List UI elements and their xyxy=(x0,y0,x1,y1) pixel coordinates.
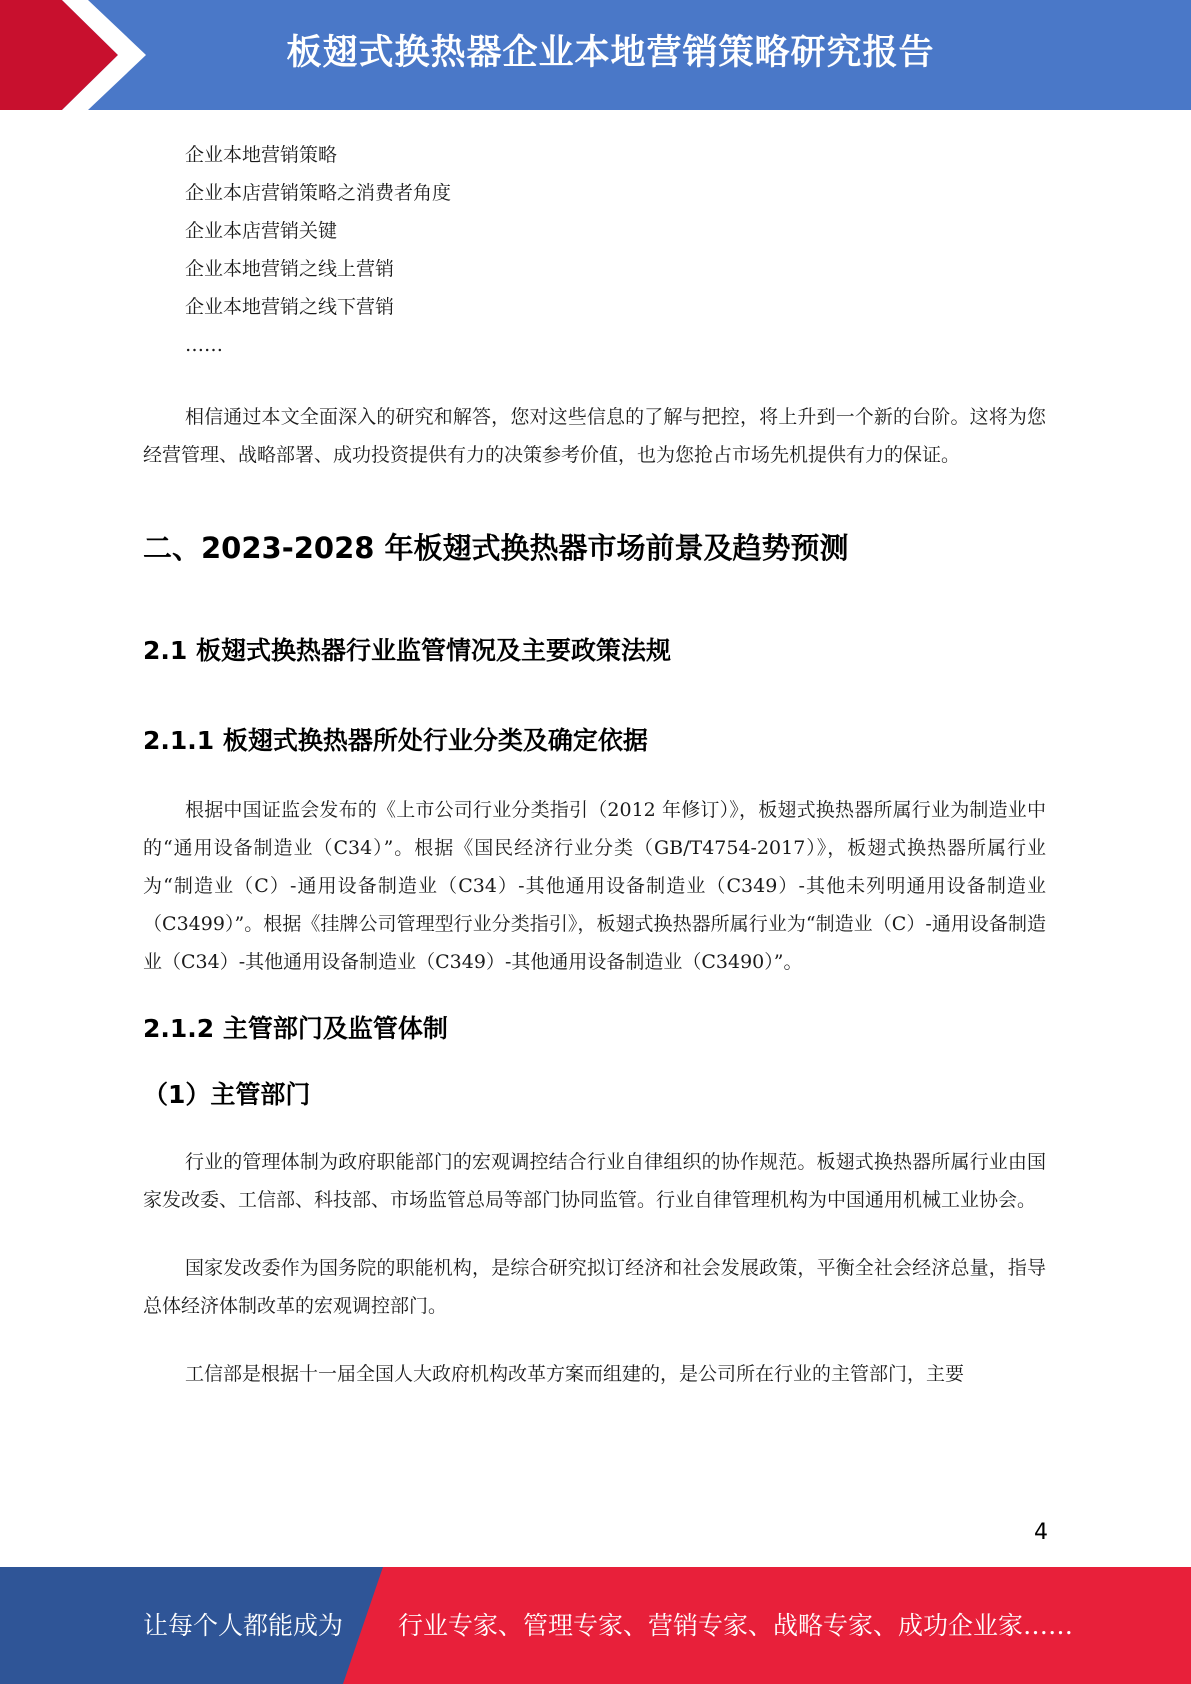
report-title: 板翅式换热器企业本地营销策略研究报告 xyxy=(286,33,935,73)
subsection-heading: 2.1 板翅式换热器行业监管情况及主要政策法规 xyxy=(143,636,671,665)
footer-banner xyxy=(0,1567,1191,1684)
item-heading: （1）主管部门 xyxy=(143,1080,311,1109)
footer-slogan-left: 让每个人都能成为 xyxy=(143,1611,344,1640)
body-paragraph: 工信部是根据十一届全国人大政府机构改革方案而组建的，是公司所在行业的主管部门，主要 xyxy=(185,1363,965,1385)
toc-item: 企业本地营销之线下营销 xyxy=(185,296,395,318)
header-banner xyxy=(0,0,1191,110)
toc-item: 企业本地营销之线上营销 xyxy=(185,258,395,280)
toc-item: 企业本店营销策略之消费者角度 xyxy=(185,182,452,204)
body-paragraph: 国家发改委作为国务院的职能机构，是综合研究拟订经济和社会发展政策，平衡全社会经济总量，指导总体经济体制改革的宏观调控部门。 xyxy=(143,1257,1046,1317)
classification-paragraph: 根据中国证监会发布的《上市公司行业分类指引（2012 年修订）》，板翅式换热器所属行业为制造业中的“通用设备制造业（C34）”。根据《国民经济行业分类（GB/T4754-2017）》，板翅式换热器所属行业为“制造业（C）-通用设备制造业（C34）-其他通用设备制造业（C349）-其他未列明通用设备制造业（C3499）”。根据《挂牌公司管理型行业分类指引》，板翅式换热器所属行业为“制造业（C）-通用设备制造业（C34）-其他通用设备制造业（C349）-其他通用设备制造业（C3490）”。 xyxy=(143,799,1046,973)
body-paragraph: 行业的管理体制为政府职能部门的宏观调控结合行业自律组织的协作规范。板翅式换热器所属行业由国家发改委、工信部、科技部、市场监管总局等部门协同监管。行业自律管理机构为中国通用机械工业协会。 xyxy=(143,1151,1046,1211)
page-number: 4 xyxy=(1034,1520,1048,1545)
toc-ellipsis: …… xyxy=(185,334,223,356)
subsubsection-heading-1: 2.1.1 板翅式换热器所处行业分类及确定依据 xyxy=(143,726,648,755)
red-arrow-logo xyxy=(0,0,160,110)
toc-list xyxy=(143,136,1046,364)
intro-paragraph: 相信通过本文全面深入的研究和解答，您对这些信息的了解与把控，将上升到一个新的台阶。这将为您经营管理、战略部署、成功投资提供有力的决策参考价值，也为您抢占市场先机提供有力的保证。 xyxy=(143,406,1046,466)
toc-item: 企业本地营销策略 xyxy=(185,144,338,166)
subsubsection-heading-2: 2.1.2 主管部门及监管体制 xyxy=(143,1014,448,1043)
footer-slogan-right: 行业专家、管理专家、营销专家、战略专家、成功企业家…… xyxy=(398,1611,1074,1640)
section-heading: 二、2023-2028 年板翅式换热器市场前景及趋势预测 xyxy=(143,531,849,565)
page-content xyxy=(143,136,1046,1393)
toc-item: 企业本店营销关键 xyxy=(185,220,338,242)
